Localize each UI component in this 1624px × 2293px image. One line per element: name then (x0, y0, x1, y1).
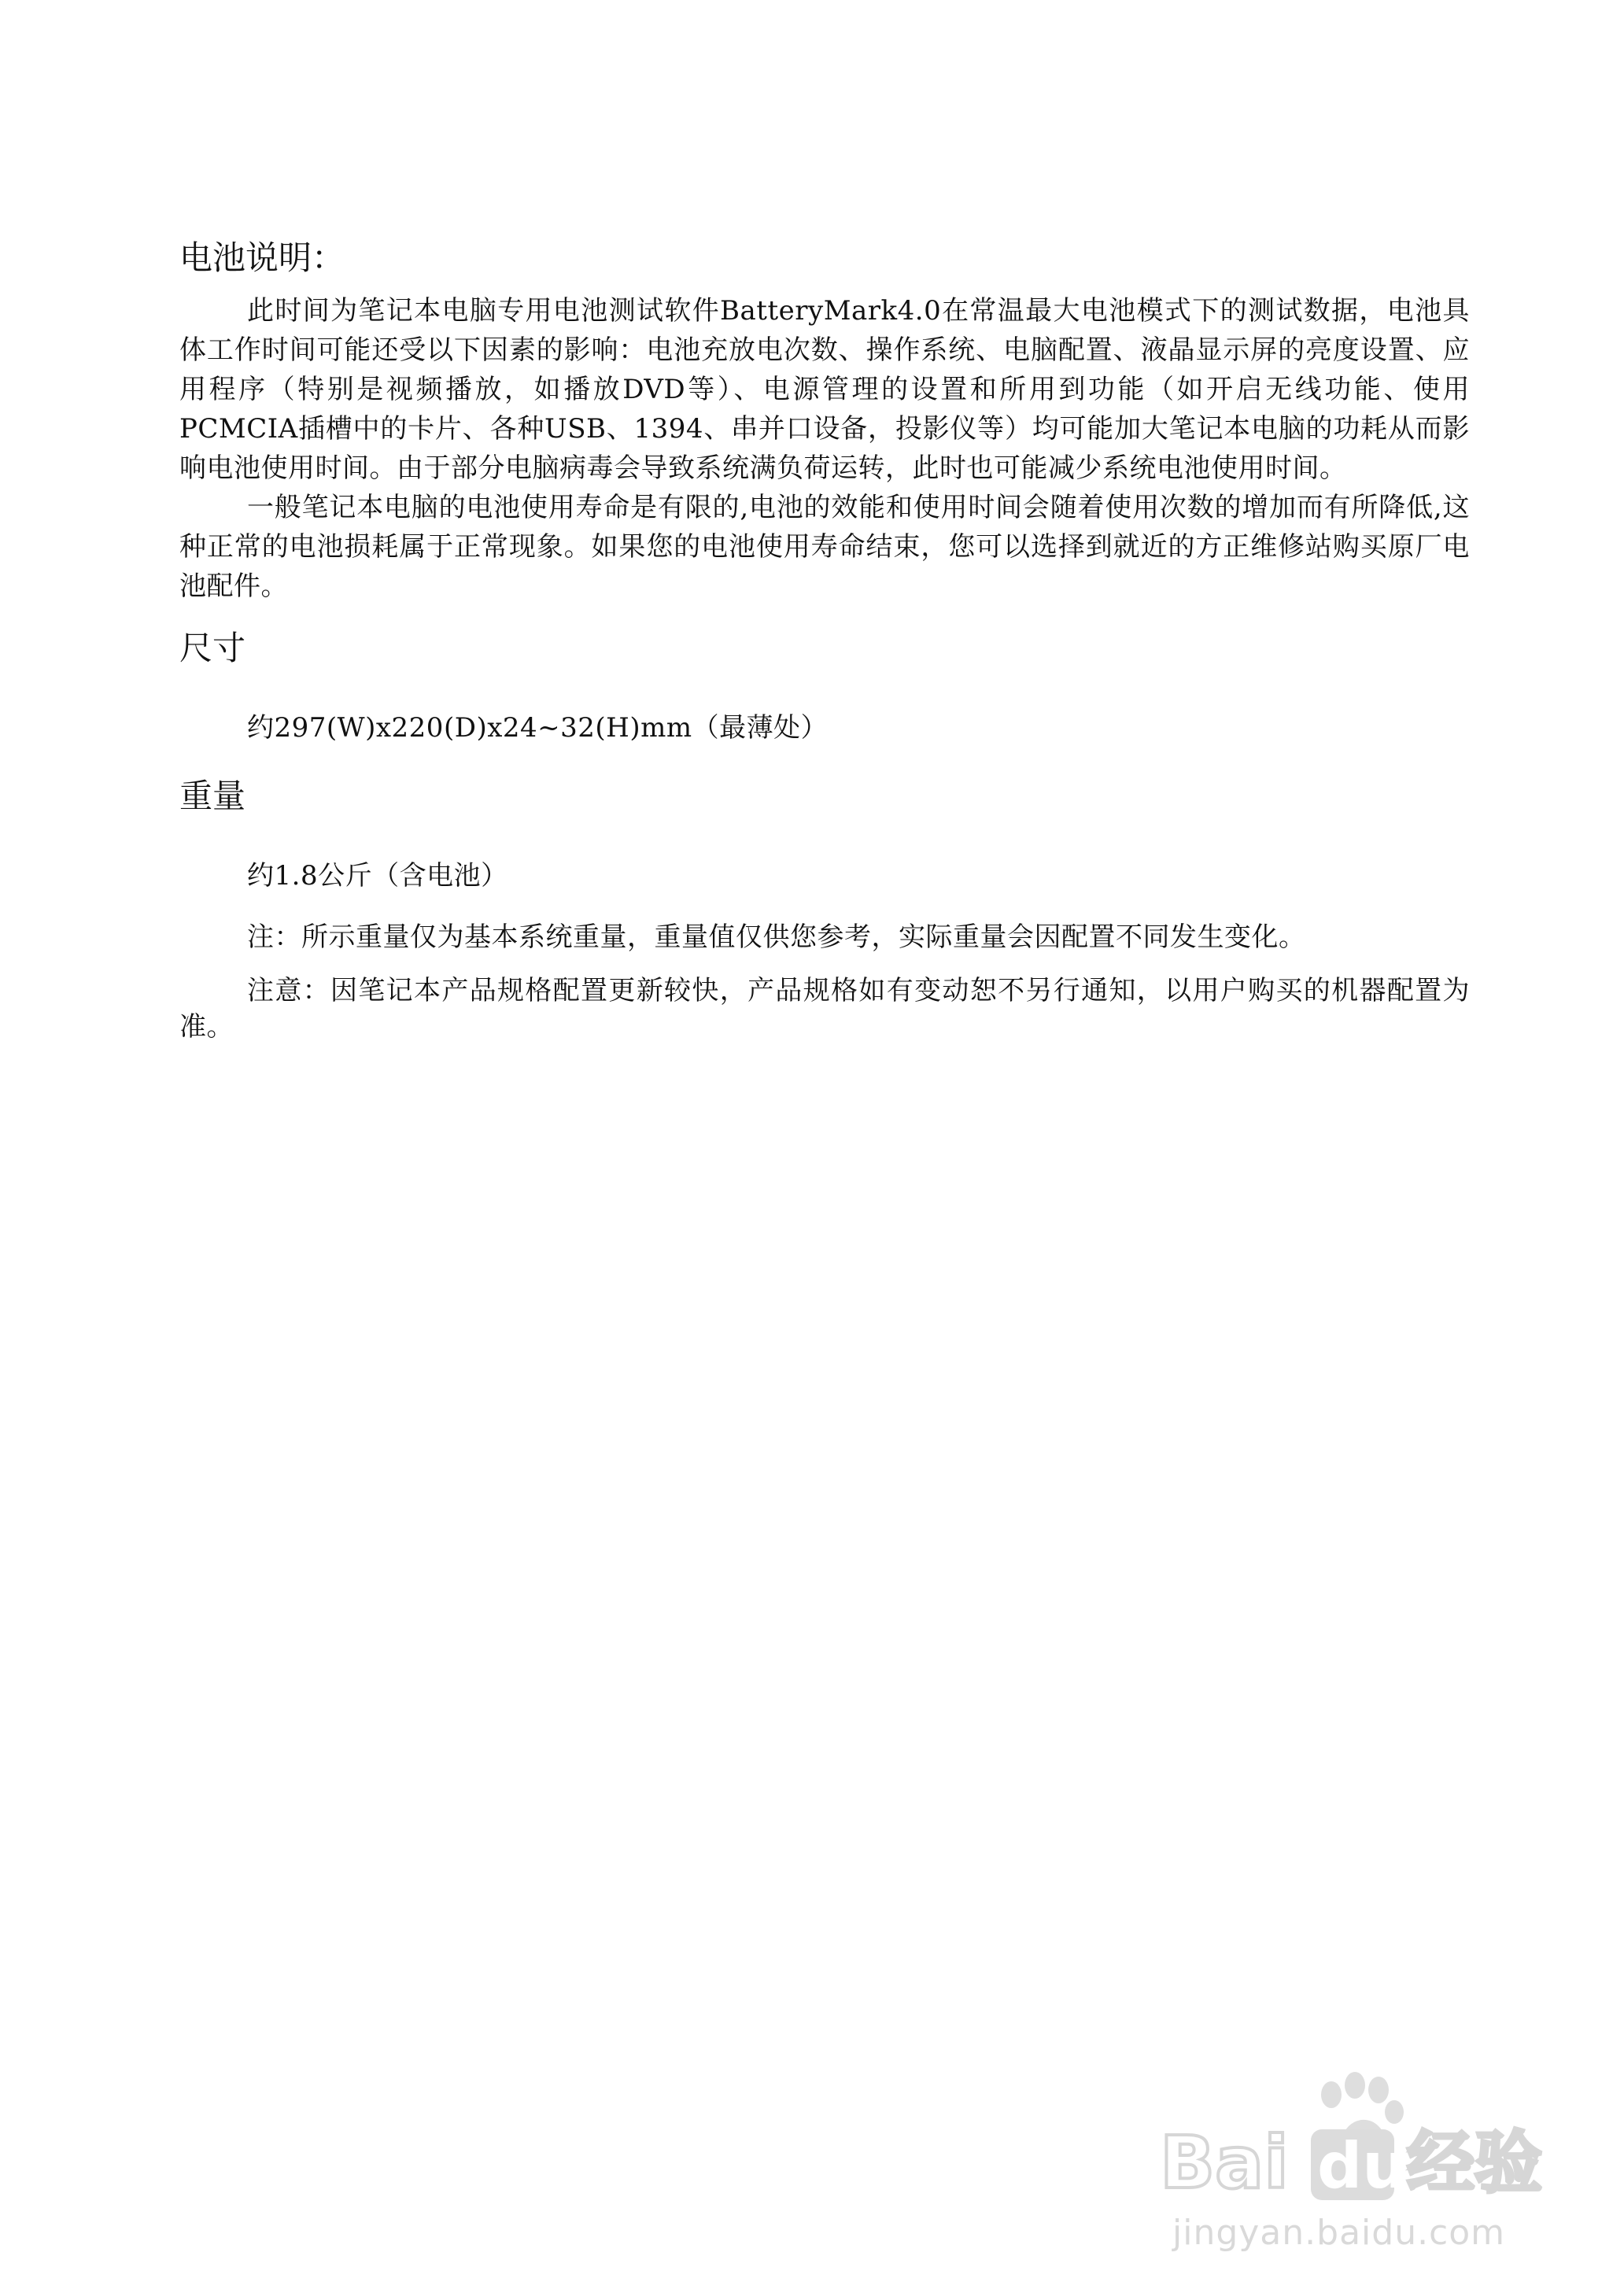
size-value: 约297(W)x220(D)x24~32(H)mm（最薄处） (247, 712, 829, 744)
weight-heading: 重量 (179, 777, 246, 815)
watermark-url: jingyan.baidu.com (1172, 2213, 1506, 2253)
watermark-logo-du: du (1317, 2129, 1408, 2203)
battery-paragraph-2: 一般笔记本电脑的电池使用寿命是有限的,电池的效能和使用时间会随着使用次数的增加而有所降低,这种正常的电池损耗属于正常现象。如果您的电池使用寿命结束，您可以选择到就近的方正维修站购买原厂电池配件。 (179, 492, 1470, 602)
battery-heading: 电池说明： (179, 238, 345, 277)
battery-paragraph-1: 此时间为笔记本电脑专用电池测试软件BatteryMark4.0在常温最大电池模式下的测试数据，电池具体工作时间可能还受以下因素的影响：电池充放电次数、操作系统、电脑配置、液晶显示屏的亮度设置、应用程序（特别是视频播放，如播放DVD等）、电源管理的设置和所用到功能（如开启无线功能、使用PCMCIA插槽中的卡片、各种USB、1394、串并口设备，投影仪等）均可能加大笔记本电脑的功耗从而影响电池使用时间。由于部分电脑病毒会导致系统满负荷运转，此时也可能减少系统电池使用时间。 (179, 295, 1470, 484)
baidu-jingyan-watermark-logo (1157, 2054, 1566, 2235)
weight-note: 注：所示重量仅为基本系统重量，重量值仅供您参考，实际重量会因配置不同发生变化。 (247, 921, 1306, 953)
watermark-logo-cn: 经验 (1407, 2124, 1542, 2203)
spec-change-notice: 注意：因笔记本产品规格配置更新较快，产品规格如有变动恕不另行通知，以用户购买的机器配置为准。 (179, 975, 1470, 1043)
watermark-logo-latin: Bai (1160, 2121, 1289, 2205)
size-heading: 尺寸 (179, 629, 246, 667)
weight-value: 约1.8公斤（含电池） (247, 860, 508, 892)
document-page (179, 236, 1470, 1045)
